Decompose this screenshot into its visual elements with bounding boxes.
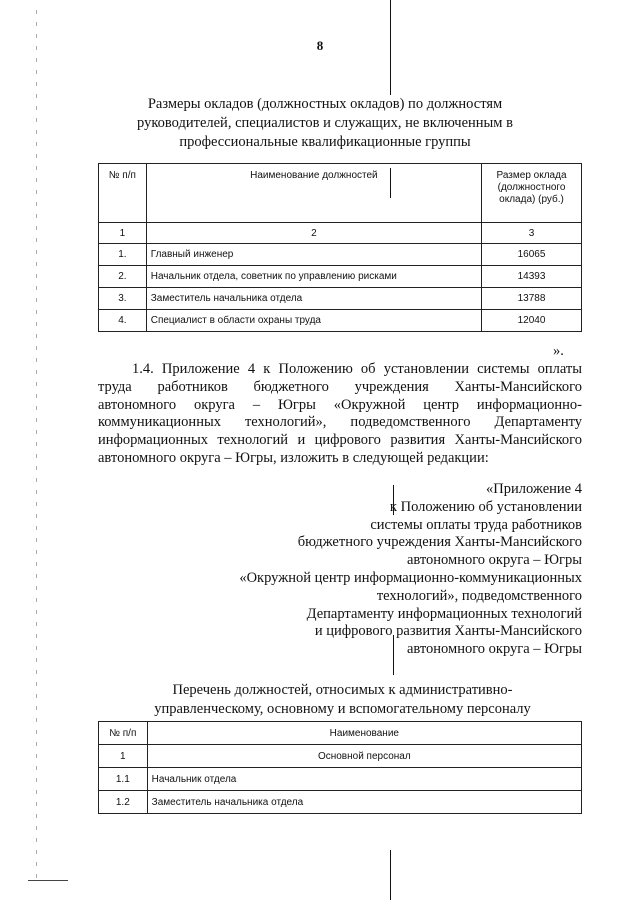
row-number: 1.2 [99,791,148,814]
paragraph-line: информационных технологий и цифрового развития Ханты-Мансийского [98,432,582,449]
appendix-header-block [239,481,582,659]
page-number: 8 [316,38,324,53]
appendix-line: к Положению об установлении [389,498,582,515]
column-number: 2 [146,223,481,244]
column-number: 1 [99,223,147,244]
salary-value: 16065 [482,244,582,266]
appendix-line: Департаменту информационных технологий [306,605,582,622]
table-header-row [99,164,582,223]
appendix-line: «Окружной центр информационно-коммуникационных [239,569,582,586]
appendix-line: бюджетного учреждения Ханты-Мансийского [297,534,582,551]
position-name: Заместитель начальника отдела [147,791,581,814]
section-number: 1 [99,745,148,768]
row-number: 1. [99,244,147,266]
position-name: Заместитель начальника отдела [146,288,481,310]
table-row [99,244,582,266]
closing-quote: ». [553,343,564,359]
row-number: 3. [99,288,147,310]
row-number: 1.1 [99,768,148,791]
paragraph-line: автономного округа – Югры, изложить в следующей редакции: [98,449,489,466]
section-name: Основной персонал [147,745,581,768]
header-position: Наименование должностей [146,164,481,223]
paragraph-line: коммуникационных технологий», подведомственного Департаменту [98,414,582,431]
salary-value: 14393 [482,266,582,288]
paragraph-line: 1.4. Приложение 4 к Положению об установлении системы оплаты [132,361,582,377]
section-row [99,745,582,768]
row-number: 2. [99,266,147,288]
scan-artifact-mark [28,880,68,881]
table-row [99,266,582,288]
paragraph-line: труда работников бюджетного учреждения Ханты-Мансийского [98,378,582,395]
header-number: № п/п [99,164,147,223]
scan-artifact-line [390,850,391,900]
header-salary: Размер оклада (должностного оклада) (руб.) [482,164,582,223]
table2-title: Перечень должностей, относимых к административно-управленческому, основному и вспомогательному персоналу [154,682,531,717]
row-number: 4. [99,310,147,332]
paragraph-line: автономного округа – Югры «Окружной центр информационно- [98,396,582,413]
salary-table [98,163,582,332]
position-name: Главный инженер [146,244,481,266]
table-row [99,310,582,332]
staff-category-table [98,721,582,814]
salary-value: 12040 [482,310,582,332]
column-number-row [99,223,582,244]
amendment-paragraph [98,361,582,468]
table1-title: Размеры окладов (должностных окладов) по должностям руководителей, специалистов и служащих, не включенным в профессиональные квалификационные группы [137,96,513,150]
table-header-row [99,722,582,745]
appendix-line: автономного округа – Югры [406,641,582,658]
scan-artifact-margin [36,10,37,880]
header-number: № п/п [99,722,148,745]
salary-value: 13788 [482,288,582,310]
table-row [99,791,582,814]
table-row [99,768,582,791]
position-name: Начальник отдела, советник по управлению рисками [146,266,481,288]
appendix-line: и цифрового развития Ханты-Мансийского [314,623,582,640]
appendix-line: технологий», подведомственного [376,587,582,604]
position-name: Начальник отдела [147,768,581,791]
appendix-line: системы оплаты труда работников [370,516,582,533]
header-name: Наименование [147,722,581,745]
appendix-line: «Приложение 4 [486,481,582,497]
position-name: Специалист в области охраны труда [146,310,481,332]
column-number: 3 [482,223,582,244]
appendix-line: автономного округа – Югры [406,552,582,569]
table-row [99,288,582,310]
